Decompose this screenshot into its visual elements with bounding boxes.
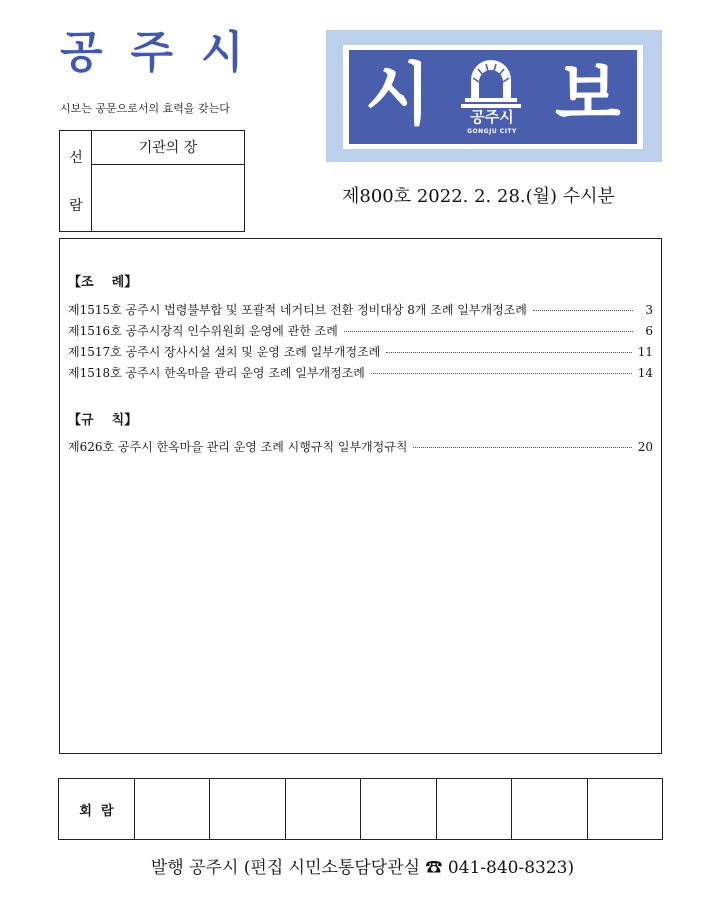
toc-item-title: 제626호 공주시 한옥마을 관리 운영 조례 시행규칙 일부개정규칙 bbox=[68, 440, 408, 454]
toc-item-title: 제1515호 공주시 법령불부합 및 포괄적 네거티브 전환 정비대상 8개 조례 일부개정조례 bbox=[68, 303, 527, 317]
section-title-ordinances: 【조 례】 bbox=[68, 275, 138, 290]
gongsanseong-gate-icon bbox=[459, 58, 523, 110]
dot-leader bbox=[371, 373, 632, 374]
logo-blue-panel bbox=[349, 50, 637, 144]
dot-leader bbox=[413, 447, 631, 448]
issue-line: 제800호 2022. 2. 28.(월) 수시분 bbox=[342, 186, 615, 207]
section-title-rules: 【규 칙】 bbox=[68, 413, 138, 428]
review-box bbox=[59, 130, 245, 232]
toc-item-title: 제1516호 공주시장직 인수위원회 운영에 관한 조례 bbox=[68, 324, 338, 338]
toc-item[interactable] bbox=[68, 343, 653, 361]
toc-item-page: 3 bbox=[645, 303, 653, 317]
table-of-contents bbox=[59, 238, 662, 754]
dot-leader bbox=[533, 310, 633, 311]
toc-item-title: 제1517호 공주시 장사시설 설치 및 운영 조례 일부개정조례 bbox=[68, 345, 381, 359]
review-side-label-bottom: 람 bbox=[69, 198, 83, 214]
circulation-sign-cell bbox=[135, 779, 210, 839]
toc-item-page: 11 bbox=[637, 345, 653, 359]
review-side-column bbox=[60, 131, 92, 231]
toc-item[interactable] bbox=[68, 438, 653, 456]
toc-item[interactable] bbox=[68, 322, 653, 340]
circulation-sign-cell bbox=[286, 779, 361, 839]
city-title: 공주시 bbox=[60, 27, 272, 78]
toc-item-page: 14 bbox=[637, 366, 653, 380]
circulation-table bbox=[58, 778, 663, 840]
circulation-sign-cell bbox=[512, 779, 587, 839]
dot-leader bbox=[386, 352, 631, 353]
circulation-sign-cell bbox=[437, 779, 512, 839]
toc-item[interactable] bbox=[68, 364, 653, 382]
circulation-label: 회 람 bbox=[59, 779, 135, 839]
emblem-name: 공주시 bbox=[470, 108, 514, 126]
circulation-sign-cell bbox=[210, 779, 285, 839]
toc-item-title: 제1518호 공주시 한옥마을 관리 운영 조례 일부개정조례 bbox=[68, 366, 365, 380]
logo-char-left: 시 bbox=[365, 56, 431, 135]
emblem-english: GONGJU CITY bbox=[467, 128, 517, 135]
dot-leader bbox=[344, 331, 633, 332]
gazette-logo bbox=[326, 30, 662, 162]
review-head-cell: 기관의 장 bbox=[92, 131, 244, 165]
circulation-sign-cell bbox=[361, 779, 436, 839]
review-side-label-top: 선 bbox=[69, 150, 83, 166]
logo-char-right: 보 bbox=[555, 56, 621, 135]
publisher-line: 발행 공주시 (편집 시민소통담당관실 ☎ 041-840-8323) bbox=[150, 858, 575, 878]
circulation-sign-cell bbox=[588, 779, 662, 839]
toc-item-page: 6 bbox=[645, 324, 653, 338]
toc-item[interactable] bbox=[68, 301, 653, 319]
toc-item-page: 20 bbox=[637, 440, 653, 454]
legal-note: 시보는 공문으로서의 효력을 갖는다 bbox=[60, 102, 230, 115]
